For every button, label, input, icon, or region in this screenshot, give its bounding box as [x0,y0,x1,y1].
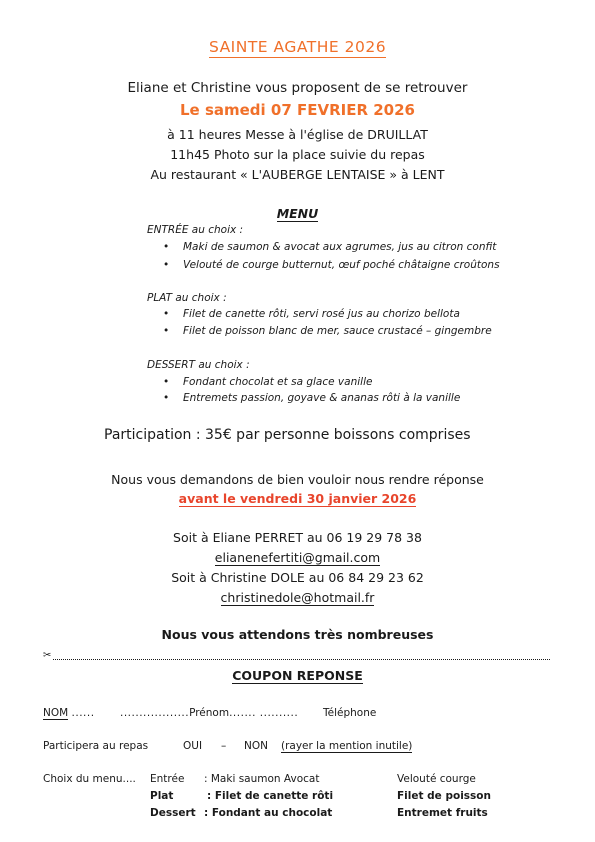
list-item: • Filet de poisson blanc de mer, sauce crustacé – gingembre [163,325,492,337]
entree-heading: ENTRÉE au choix : [147,224,244,236]
scissors-icon: ✂ [43,650,52,661]
list-item: • Velouté de courge butternut, œuf poché châtaigne croûtons [163,259,500,271]
menu-title: MENU [276,206,319,221]
list-item: • Filet de canette rôti, servi rosé jus au chorizo bellota [163,308,460,320]
restaurant-line: Au restaurant « L'AUBERGE LENTAISE » à LENT [150,167,445,182]
plat-option-2[interactable]: Filet de poisson [397,790,491,802]
bullet-icon: • [163,308,170,320]
participation-text: Participation : 35€ par personne boissons comprises [104,427,471,443]
rayer-note: (rayer la mention inutile) [281,740,413,752]
email-christine-link[interactable]: christinedole@hotmail.fr [220,590,375,605]
course-dessert: Dessert [150,807,196,819]
mass-line: à 11 heures Messe à l'église de DRUILLAT [167,127,428,142]
bullet-icon: • [163,241,170,253]
bullet-icon: • [163,376,170,388]
contact-christine: Soit à Christine DOLE au 06 84 29 23 62 [171,570,424,585]
non-option[interactable]: NON [244,740,268,752]
plat-option-1[interactable]: : Filet de canette rôti [207,790,334,802]
response-request: Nous vous demandons de bien vouloir nous rendre réponse [111,472,484,487]
bullet-icon: • [163,325,170,337]
event-title [0,38,595,56]
choix-label: Choix du menu.... [43,773,136,785]
nom-field[interactable]: NOM ...... [43,707,95,719]
course-plat: Plat [150,790,174,802]
dessert-heading: DESSERT au choix : [147,359,250,371]
entree-option-1[interactable]: : Maki saumon Avocat [204,773,320,785]
option-separator: – [221,740,227,752]
plat-heading: PLAT au choix : [147,292,227,304]
event-date: Le samedi 07 FEVRIER 2026 [179,101,415,119]
closing-text: Nous vous attendons très nombreuses [161,627,434,642]
prenom-field[interactable]: ..................Prénom....... .......... [120,707,299,719]
bullet-icon: • [163,259,170,271]
list-item: • Maki de saumon & avocat aux agrumes, jus au citron confit [163,241,497,253]
course-entree: Entrée [150,773,185,785]
dessert-option-2[interactable]: Entremet fruits [397,807,488,819]
email-eliane-link[interactable]: elianenefertiti@gmail.com [214,550,381,565]
entree-option-2[interactable]: Velouté courge [397,773,476,785]
list-item: • Fondant chocolat et sa glace vanille [163,376,373,388]
participera-label: Participera au repas [43,740,149,752]
response-deadline: avant le vendredi 30 janvier 2026 [178,491,417,506]
coupon-title: COUPON REPONSE [232,668,363,683]
oui-option[interactable]: OUI [183,740,203,752]
contact-eliane: Soit à Eliane PERRET au 06 19 29 78 38 [173,530,422,545]
photo-line: 11h45 Photo sur la place suivie du repas [170,147,425,162]
dessert-option-1[interactable]: : Fondant au chocolat [204,807,333,819]
event-title-text: SAINTE AGATHE 2026 [208,38,387,56]
intro-text: Eliane et Christine vous proposent de se retrouver [127,80,468,96]
bullet-icon: • [163,392,170,404]
list-item: • Entremets passion, goyave & ananas rôti à la vanille [163,392,461,404]
telephone-field[interactable]: Téléphone [323,707,377,719]
cut-line [53,659,550,660]
